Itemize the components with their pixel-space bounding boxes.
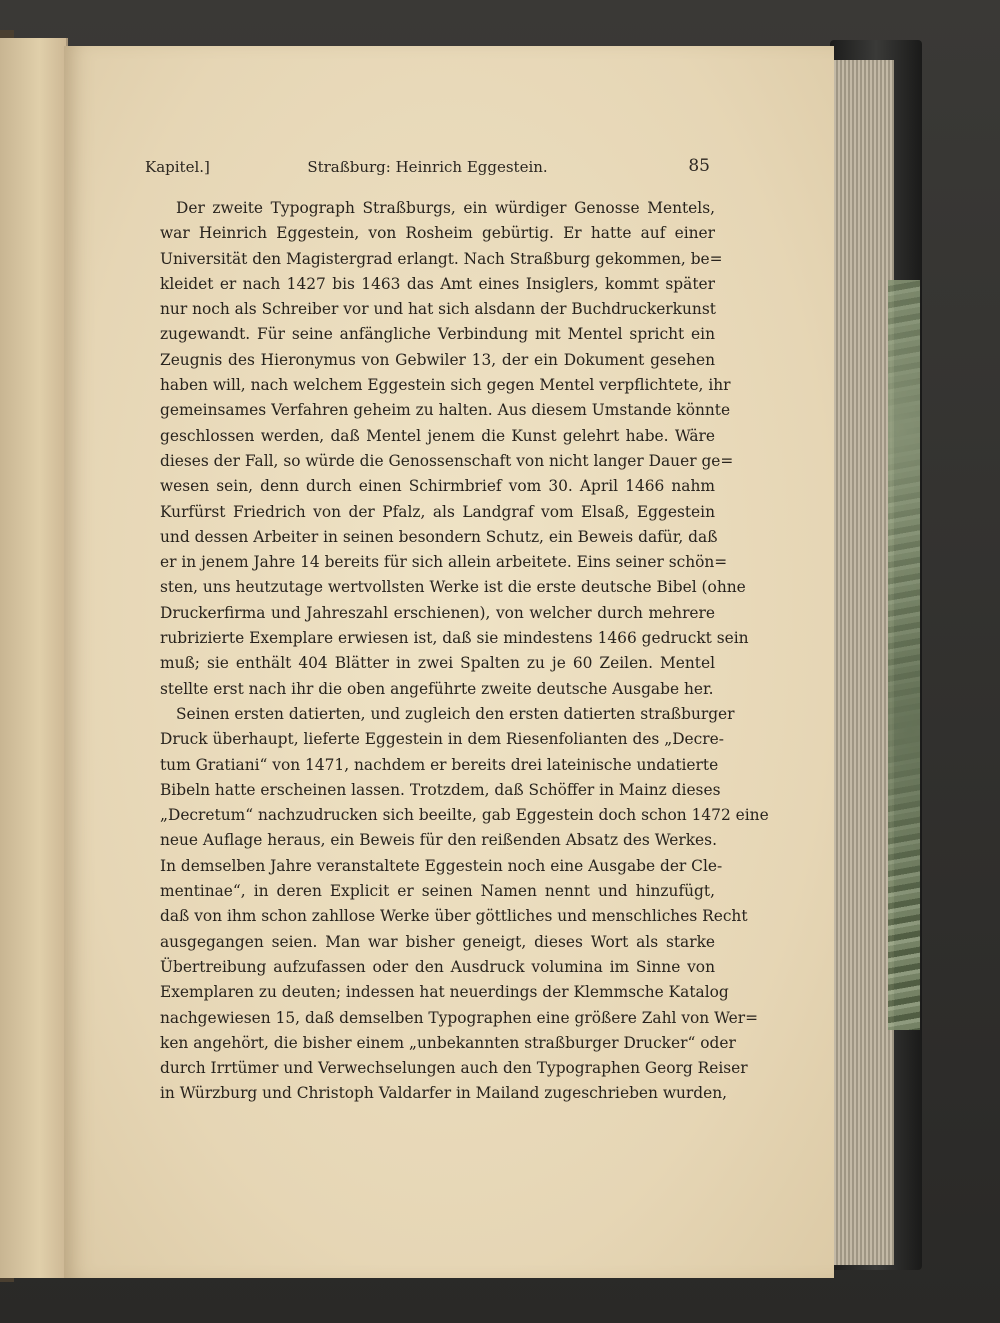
text-line: ausgegangen seien. Man war bisher geneigt, dieses Wort als starke [160, 932, 715, 951]
text-line: Bibeln hatte erscheinen lassen. Trotzdem, daß Schöffer in Mainz dieses [160, 780, 721, 799]
page-edges [828, 60, 894, 1265]
text-line: stellte erst nach ihr die oben angeführte zweite deutsche Ausgabe her. [160, 679, 714, 698]
marbled-endpaper [888, 280, 920, 1030]
text-line: kleidet er nach 1427 bis 1463 das Amt eines Insiglers, kommt später [160, 274, 715, 293]
text-line: In demselben Jahre veranstaltete Eggestein noch eine Ausgabe der Cle- [160, 856, 723, 875]
text-line: Universität den Magistergrad erlangt. Nach Straßburg gekommen, be= [160, 249, 723, 268]
text-line: war Heinrich Eggestein, von Rosheim gebürtig. Er hatte auf einer [160, 224, 715, 243]
text-line: gemeinsames Verfahren geheim zu halten. Aus diesem Umstande könnte [160, 401, 731, 420]
text-line: durch Irrtümer und Verwechselungen auch den Typographen Georg Reiser [160, 1059, 748, 1078]
running-head [145, 156, 710, 180]
text-line: Zeugnis des Hieronymus von Gebwiler 13, der ein Dokument gesehen [160, 350, 715, 369]
body-text [160, 196, 769, 1107]
text-line: in Würzburg und Christoph Valdarfer in Mailand zugeschrieben wurden, [160, 1084, 728, 1103]
text-line: er in jenem Jahre 14 bereits für sich allein arbeitete. Eins seiner schön= [160, 553, 728, 572]
chapter-label: Kapitel.] [145, 158, 210, 176]
text-line: daß von ihm schon zahllose Werke über göttliches und menschliches Recht [160, 907, 748, 926]
section-title: Straßburg: Heinrich Eggestein. [307, 158, 548, 176]
text-line: geschlossen werden, daß Mentel jenem die Kunst gelehrt habe. Wäre [160, 426, 715, 445]
text-line: haben will, nach welchem Eggestein sich gegen Mentel verpflichtete, ihr [160, 376, 731, 395]
text-line: und dessen Arbeiter in seinen besondern Schutz, ein Beweis dafür, daß [160, 527, 718, 546]
text-line: muß; sie enthält 404 Blätter in zwei Spalten zu je 60 Zeilen. Mentel [160, 654, 715, 673]
text-line: zugewandt. Für seine anfängliche Verbindung mit Mentel spricht ein [160, 325, 715, 344]
text-line: ken angehört, die bisher einem „unbekannten straßburger Drucker“ oder [160, 1033, 736, 1052]
text-line: Druckerfirma und Jahreszahl erschienen), von welcher durch mehrere [160, 603, 715, 622]
text-line: Druck überhaupt, lieferte Eggestein in dem Riesenfolianten des „Decre- [160, 730, 724, 749]
text-line: Der zweite Typograph Straßburgs, ein würdiger Genosse Mentels, [176, 199, 715, 217]
text-line: tum Gratiani“ von 1471, nachdem er bereits drei lateinische undatierte [160, 755, 719, 774]
text-line: wesen sein, denn durch einen Schirmbrief vom 30. April 1466 nahm [160, 477, 715, 496]
text-line: Übertreibung aufzufassen oder den Ausdruck volumina im Sinne von [160, 957, 715, 976]
text-line: mentinae“, in deren Explicit er seinen Namen nennt und hinzufügt, [160, 882, 715, 901]
text-line: dieses der Fall, so würde die Genossenschaft von nicht langer Dauer ge= [160, 451, 734, 470]
text-line: nur noch als Schreiber vor und hat sich alsdann der Buchdruckerkunst [160, 300, 716, 319]
text-line: Kurfürst Friedrich von der Pfalz, als Landgraf vom Elsaß, Eggestein [160, 502, 715, 521]
page-number: 85 [688, 156, 710, 176]
text-line: rubrizierte Exemplare erwiesen ist, daß sie mindestens 1466 gedruckt sein [160, 629, 749, 648]
text-line: neue Auflage heraus, ein Beweis für den reißenden Absatz des Werkes. [160, 831, 717, 850]
text-line: Exemplaren zu deuten; indessen hat neuerdings der Klemmsche Katalog [160, 983, 729, 1002]
left-page-edge [0, 38, 68, 1278]
text-line: Seinen ersten datierten, und zugleich den ersten datierten straßburger [176, 704, 735, 723]
text-line: „Decretum“ nachzudrucken sich beeilte, gab Eggestein doch schon 1472 eine [160, 806, 769, 825]
text-line: nachgewiesen 15, daß demselben Typographen eine größere Zahl von Wer= [160, 1008, 759, 1027]
text-line: sten, uns heutzutage wertvollsten Werke ist die erste deutsche Bibel (ohne [160, 578, 746, 597]
